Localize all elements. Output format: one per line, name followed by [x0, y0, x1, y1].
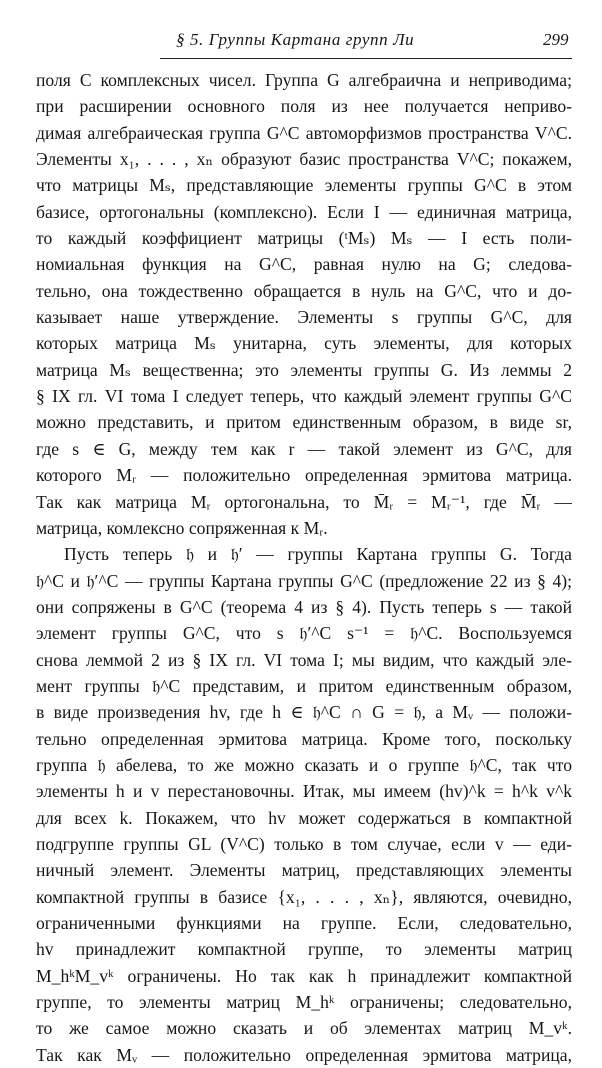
text-line: подгруппе группы GL (V^C) только в том случае, если v — еди- [36, 833, 572, 854]
header-rule [160, 58, 572, 59]
text-line: группе, то элементы матриц M_hᵏ ограничены; следовательно, [36, 992, 572, 1013]
text-line: тельно определенная эрмитова матрица. Кроме того, поскольку [36, 728, 572, 749]
text-line: снова леммой 2 из § IX гл. VI тома I; мы видим, что каждый эле- [36, 649, 572, 670]
text-line: группа 𝔥 абелева, то же можно сказать и о группе 𝔥^C, так что [36, 754, 572, 775]
text-line: элемент группы G^C, что s 𝔥′^C s⁻¹ = 𝔥^C. Воспользуемся [36, 623, 572, 644]
text-line: Так как матрица Mᵣ ортогональна, то M̄ᵣ = Mᵣ⁻¹, где M̄ᵣ — [36, 491, 572, 512]
text-line: мент группы 𝔥^C представим, и притом единственным образом, [36, 675, 572, 696]
text-line: матрица, комлексно сопряженная к Mᵣ. [36, 517, 328, 538]
text-line: тельно, она тождественно обращается в нуль на G^C, что и до- [36, 280, 572, 301]
text-line: Элементы x₁, . . . , xₙ образуют базис пространства V^C; покажем, [36, 149, 572, 170]
text-line: § IX гл. VI тома I следует теперь, что каждый элемент группы G^C [36, 386, 572, 407]
running-header [0, 22, 602, 62]
text-line: они сопряжены в G^C (теорема 4 из § 4). Пусть теперь s — такой [36, 596, 572, 617]
text-line: номиальная функция на G^C, равная нулю на G; следова- [36, 254, 572, 275]
text-line: 𝔥^C и 𝔥′^C — группы Картана группы G^C (предложение 22 из § 4); [36, 570, 572, 591]
text-line: компактной группы в базисе {x₁, . . . , xₙ}, являются, очевидно, [36, 886, 572, 907]
text-line: можно представить, и притом единственным образом, в виде sr, [36, 412, 572, 433]
page-number: 299 [543, 30, 569, 49]
text-line: при расширении основного поля из нее получается неприво- [36, 96, 572, 117]
text-line: которого Mᵣ — положительно определенная эрмитова матрица. [36, 465, 572, 486]
text-line: Пусть теперь 𝔥 и 𝔥′ — группы Картана группы G. Тогда [64, 544, 572, 565]
text-line: димая алгебраическая группа G^C автоморфизмов пространства V^C. [36, 122, 572, 143]
text-line: где s ∈ G, между тем как r — такой элемент из G^C, для [36, 438, 572, 459]
text-line: что матрицы Mₛ, представляющие элементы группы G^C в этом [36, 175, 572, 196]
text-line: в виде произведения hv, где h ∈ 𝔥^C ∩ G = 𝔥, а Mᵥ — положи- [36, 702, 572, 723]
text-line: матрица Mₛ вещественна; это элементы группы G. Из леммы 2 [36, 359, 572, 380]
section-title: § 5. Группы Картана групп Ли [176, 30, 415, 49]
body-text [36, 67, 572, 1068]
text-line: то каждый коэффициент матрицы (ᵗMₛ) Mₛ — I есть поли- [36, 228, 572, 249]
text-line: которых матрица Mₛ унитарна, суть элементы, для которых [36, 333, 572, 354]
text-line: для всех k. Покажем, что hv может содержаться в компактной [36, 807, 572, 828]
text-line: Так как Mᵥ — положительно определенная эрмитова матрица, [36, 1044, 572, 1065]
text-line: казывает наше утверждение. Элементы s группы G^C, для [36, 307, 572, 328]
text-line: M_hᵏM_vᵏ ограничены. Но так как h принадлежит компактной [36, 965, 572, 986]
text-line: элементы h и v перестановочны. Итак, мы имеем (hv)^k = h^k v^k [36, 781, 572, 802]
text-line: hv принадлежит компактной группе, то элементы матриц [36, 939, 572, 960]
text-line: то же самое можно сказать и об элементах матриц M_vᵏ. [36, 1018, 572, 1039]
text-line: базисе, ортогональны (комплексно). Если I — единичная матрица, [36, 201, 572, 222]
text-line: поля C комплексных чисел. Группа G алгебраична и неприводима; [36, 70, 572, 90]
text-line: ничный элемент. Элементы матриц, представляющих элементы [36, 860, 572, 881]
text-line: ограниченными функциями на группе. Если, следовательно, [36, 913, 572, 933]
